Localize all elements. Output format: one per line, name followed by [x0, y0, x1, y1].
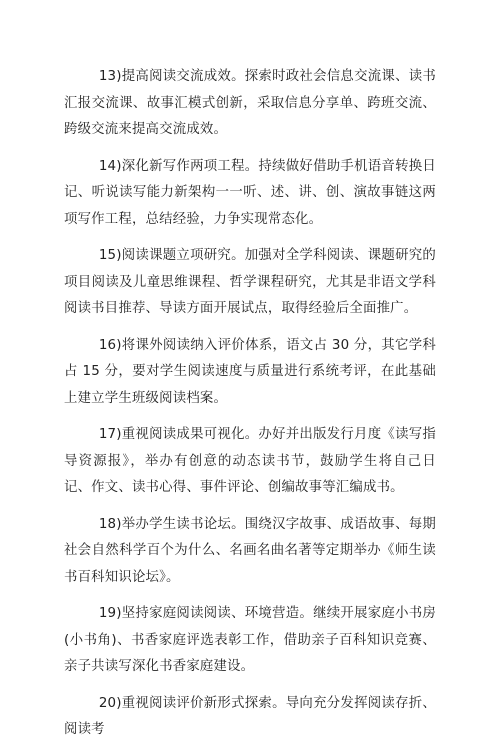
- paragraph-20: 20)重视阅读评价新形式探索。导向充分发挥阅读存折、阅读考: [64, 695, 436, 737]
- paragraph-19: 19)坚持家庭阅读阅读、环境营造。继续开展家庭小书房(小书角)、书香家庭评选表彰工作，借助亲子百科知识竞赛、亲子共读写深化书香家庭建设。: [64, 606, 436, 674]
- paragraph-16: 16)将课外阅读纳入评价体系，语文占 30 分，其它学科占 15 分，要对学生阅读速度与质量进行系统考评，在此基础上建立学生班级阅读档案。: [64, 337, 436, 406]
- paragraph-18: 18)举办学生读书论坛。围绕汉字故事、成语故事、每期社会自然科学百个为什么、名画名曲名著等定期举办《师生读书百科知识论坛》。: [64, 516, 436, 585]
- paragraph-15: 15)阅读课题立项研究。加强对全学科阅读、课题研究的项目阅读及儿童思维课程、哲学课程研究，尤其是非语文学科阅读书目推荐、导读方面开展试点，取得经验后全面推广。: [64, 248, 436, 316]
- paragraph-14: 14)深化新写作两项工程。持续做好借助手机语音转换日记、听说读写能力新架构一一听、述、讲、创、演故事链这两项写作工程，总结经验，力争实现常态化。: [64, 158, 436, 227]
- document-body: [64, 64, 436, 754]
- paragraph-13: 13)提高阅读交流成效。探索时政社会信息交流课、读书汇报交流课、故事汇模式创新，采取信息分享单、跨班交流、跨级交流来提高交流成效。: [64, 69, 436, 137]
- paragraph-17: 17)重视阅读成果可视化。办好并出版发行月度《读写指导资源报》，举办有创意的动态读书节，鼓励学生将自己日记、作文、读书心得、事件评论、创编故事等汇编成书。: [64, 427, 436, 495]
